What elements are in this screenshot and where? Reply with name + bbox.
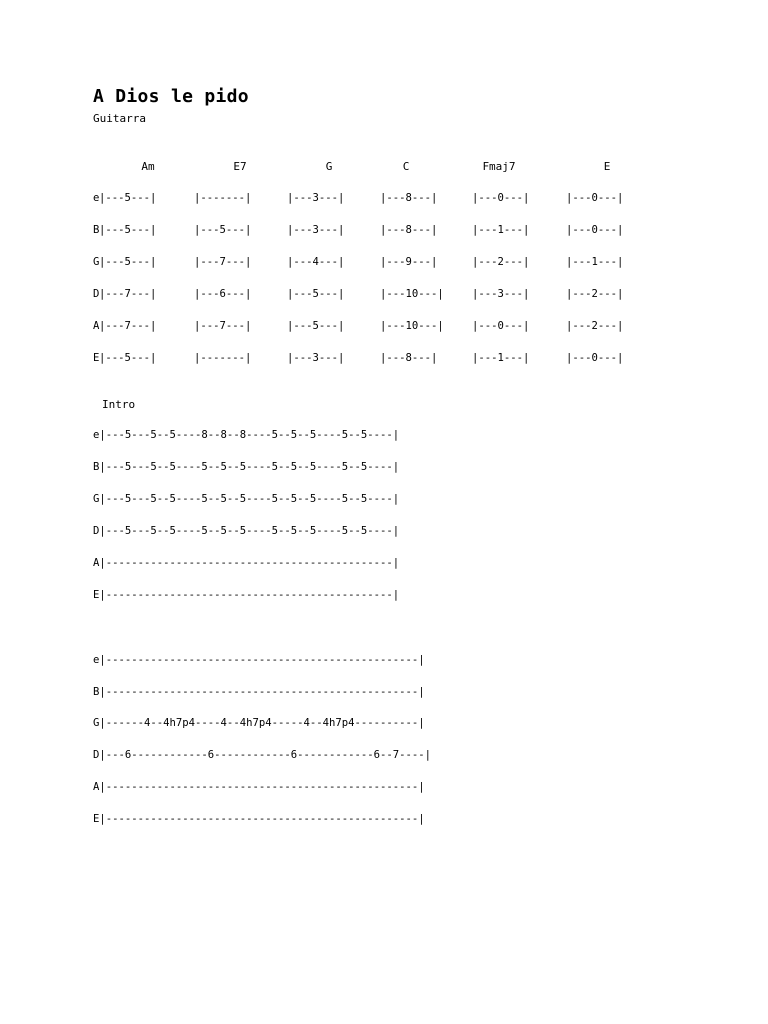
tab-line: E|-------------------------------------------------| <box>93 813 425 825</box>
chord-names-header <box>0 160 768 174</box>
chord-fret-cell: |---1---| <box>472 224 530 236</box>
chord-fret-cell: |---0---| <box>472 192 530 204</box>
chord-fret-cell: |---9---| <box>380 256 438 268</box>
chord-fret-cell: |---8---| <box>380 192 438 204</box>
tab-line: G|---5---5--5----5--5--5----5--5--5----5--5----| <box>93 493 400 505</box>
chord-fret-cell: |---0---| <box>566 224 624 236</box>
tab-line: B|---5---5--5----5--5--5----5--5--5----5--5----| <box>93 461 400 473</box>
chord-name: Fmaj7 <box>482 160 516 173</box>
chord-fret-cell: |-------| <box>194 352 252 364</box>
song-title: A Dios le pido <box>93 86 249 107</box>
chord-fret-cell: |---3---| <box>287 224 345 236</box>
chord-name: G <box>325 160 333 173</box>
chord-fret-cell: |---6---| <box>194 288 252 300</box>
chord-fret-cell: |---10---| <box>380 320 444 332</box>
chord-fret-cell: |---2---| <box>566 288 624 300</box>
chord-fret-cell: |---7---| <box>194 320 252 332</box>
chord-fret-cell: |---4---| <box>287 256 345 268</box>
chord-fret-cell: |---8---| <box>380 352 438 364</box>
chord-string-label: G <box>93 256 100 268</box>
chord-fret-cell: |---5---| <box>99 256 157 268</box>
chord-fret-cell: |---3---| <box>287 352 345 364</box>
chord-string-label: E <box>93 352 100 364</box>
tab-line: D|---5---5--5----5--5--5----5--5--5----5--5----| <box>93 525 400 537</box>
chord-fret-cell: |---7---| <box>99 320 157 332</box>
chord-fret-cell: |---3---| <box>472 288 530 300</box>
chord-fret-cell: |---1---| <box>472 352 530 364</box>
chord-fret-cell: |-------| <box>194 192 252 204</box>
chord-fret-cell: |---5---| <box>99 352 157 364</box>
tab-line: B|-------------------------------------------------| <box>93 686 425 698</box>
chord-fret-cell: |---5---| <box>287 320 345 332</box>
chord-fret-cell: |---5---| <box>99 192 157 204</box>
instrument-subtitle: Guitarra <box>93 112 146 125</box>
chord-fret-cell: |---7---| <box>99 288 157 300</box>
chord-fret-cell: |---8---| <box>380 224 438 236</box>
chord-fret-cell: |---3---| <box>287 192 345 204</box>
chord-fret-cell: |---0---| <box>566 192 624 204</box>
chord-name: E7 <box>233 160 247 173</box>
chord-fret-cell: |---5---| <box>287 288 345 300</box>
chord-string-label: B <box>93 224 100 236</box>
chord-name: Am <box>141 160 155 173</box>
tab-line: G|------4--4h7p4----4--4h7p4-----4--4h7p4----------| <box>93 717 425 729</box>
chord-fret-cell: |---2---| <box>566 320 624 332</box>
chord-fret-cell: |---10---| <box>380 288 444 300</box>
chord-fret-cell: |---5---| <box>99 224 157 236</box>
tab-line: A|---------------------------------------------| <box>93 557 400 569</box>
chord-fret-cell: |---1---| <box>566 256 624 268</box>
chord-fret-cell: |---0---| <box>566 352 624 364</box>
chord-fret-cell: |---5---| <box>194 224 252 236</box>
chord-name: C <box>402 160 410 173</box>
chord-fret-cell: |---0---| <box>472 320 530 332</box>
tab-line: A|-------------------------------------------------| <box>93 781 425 793</box>
intro-label: Intro <box>102 398 136 411</box>
chord-name: E <box>603 160 611 173</box>
chord-string-label: D <box>93 288 100 300</box>
tab-line: e|---5---5--5----8--8--8----5--5--5----5--5----| <box>93 429 400 441</box>
tab-line: D|---6------------6------------6------------6--7----| <box>93 749 432 761</box>
chord-fret-cell: |---2---| <box>472 256 530 268</box>
tab-line: E|---------------------------------------------| <box>93 589 400 601</box>
chord-string-label: A <box>93 320 100 332</box>
tab-line: e|-------------------------------------------------| <box>93 654 425 666</box>
chord-string-label: e <box>93 192 100 204</box>
chord-fret-cell: |---7---| <box>194 256 252 268</box>
